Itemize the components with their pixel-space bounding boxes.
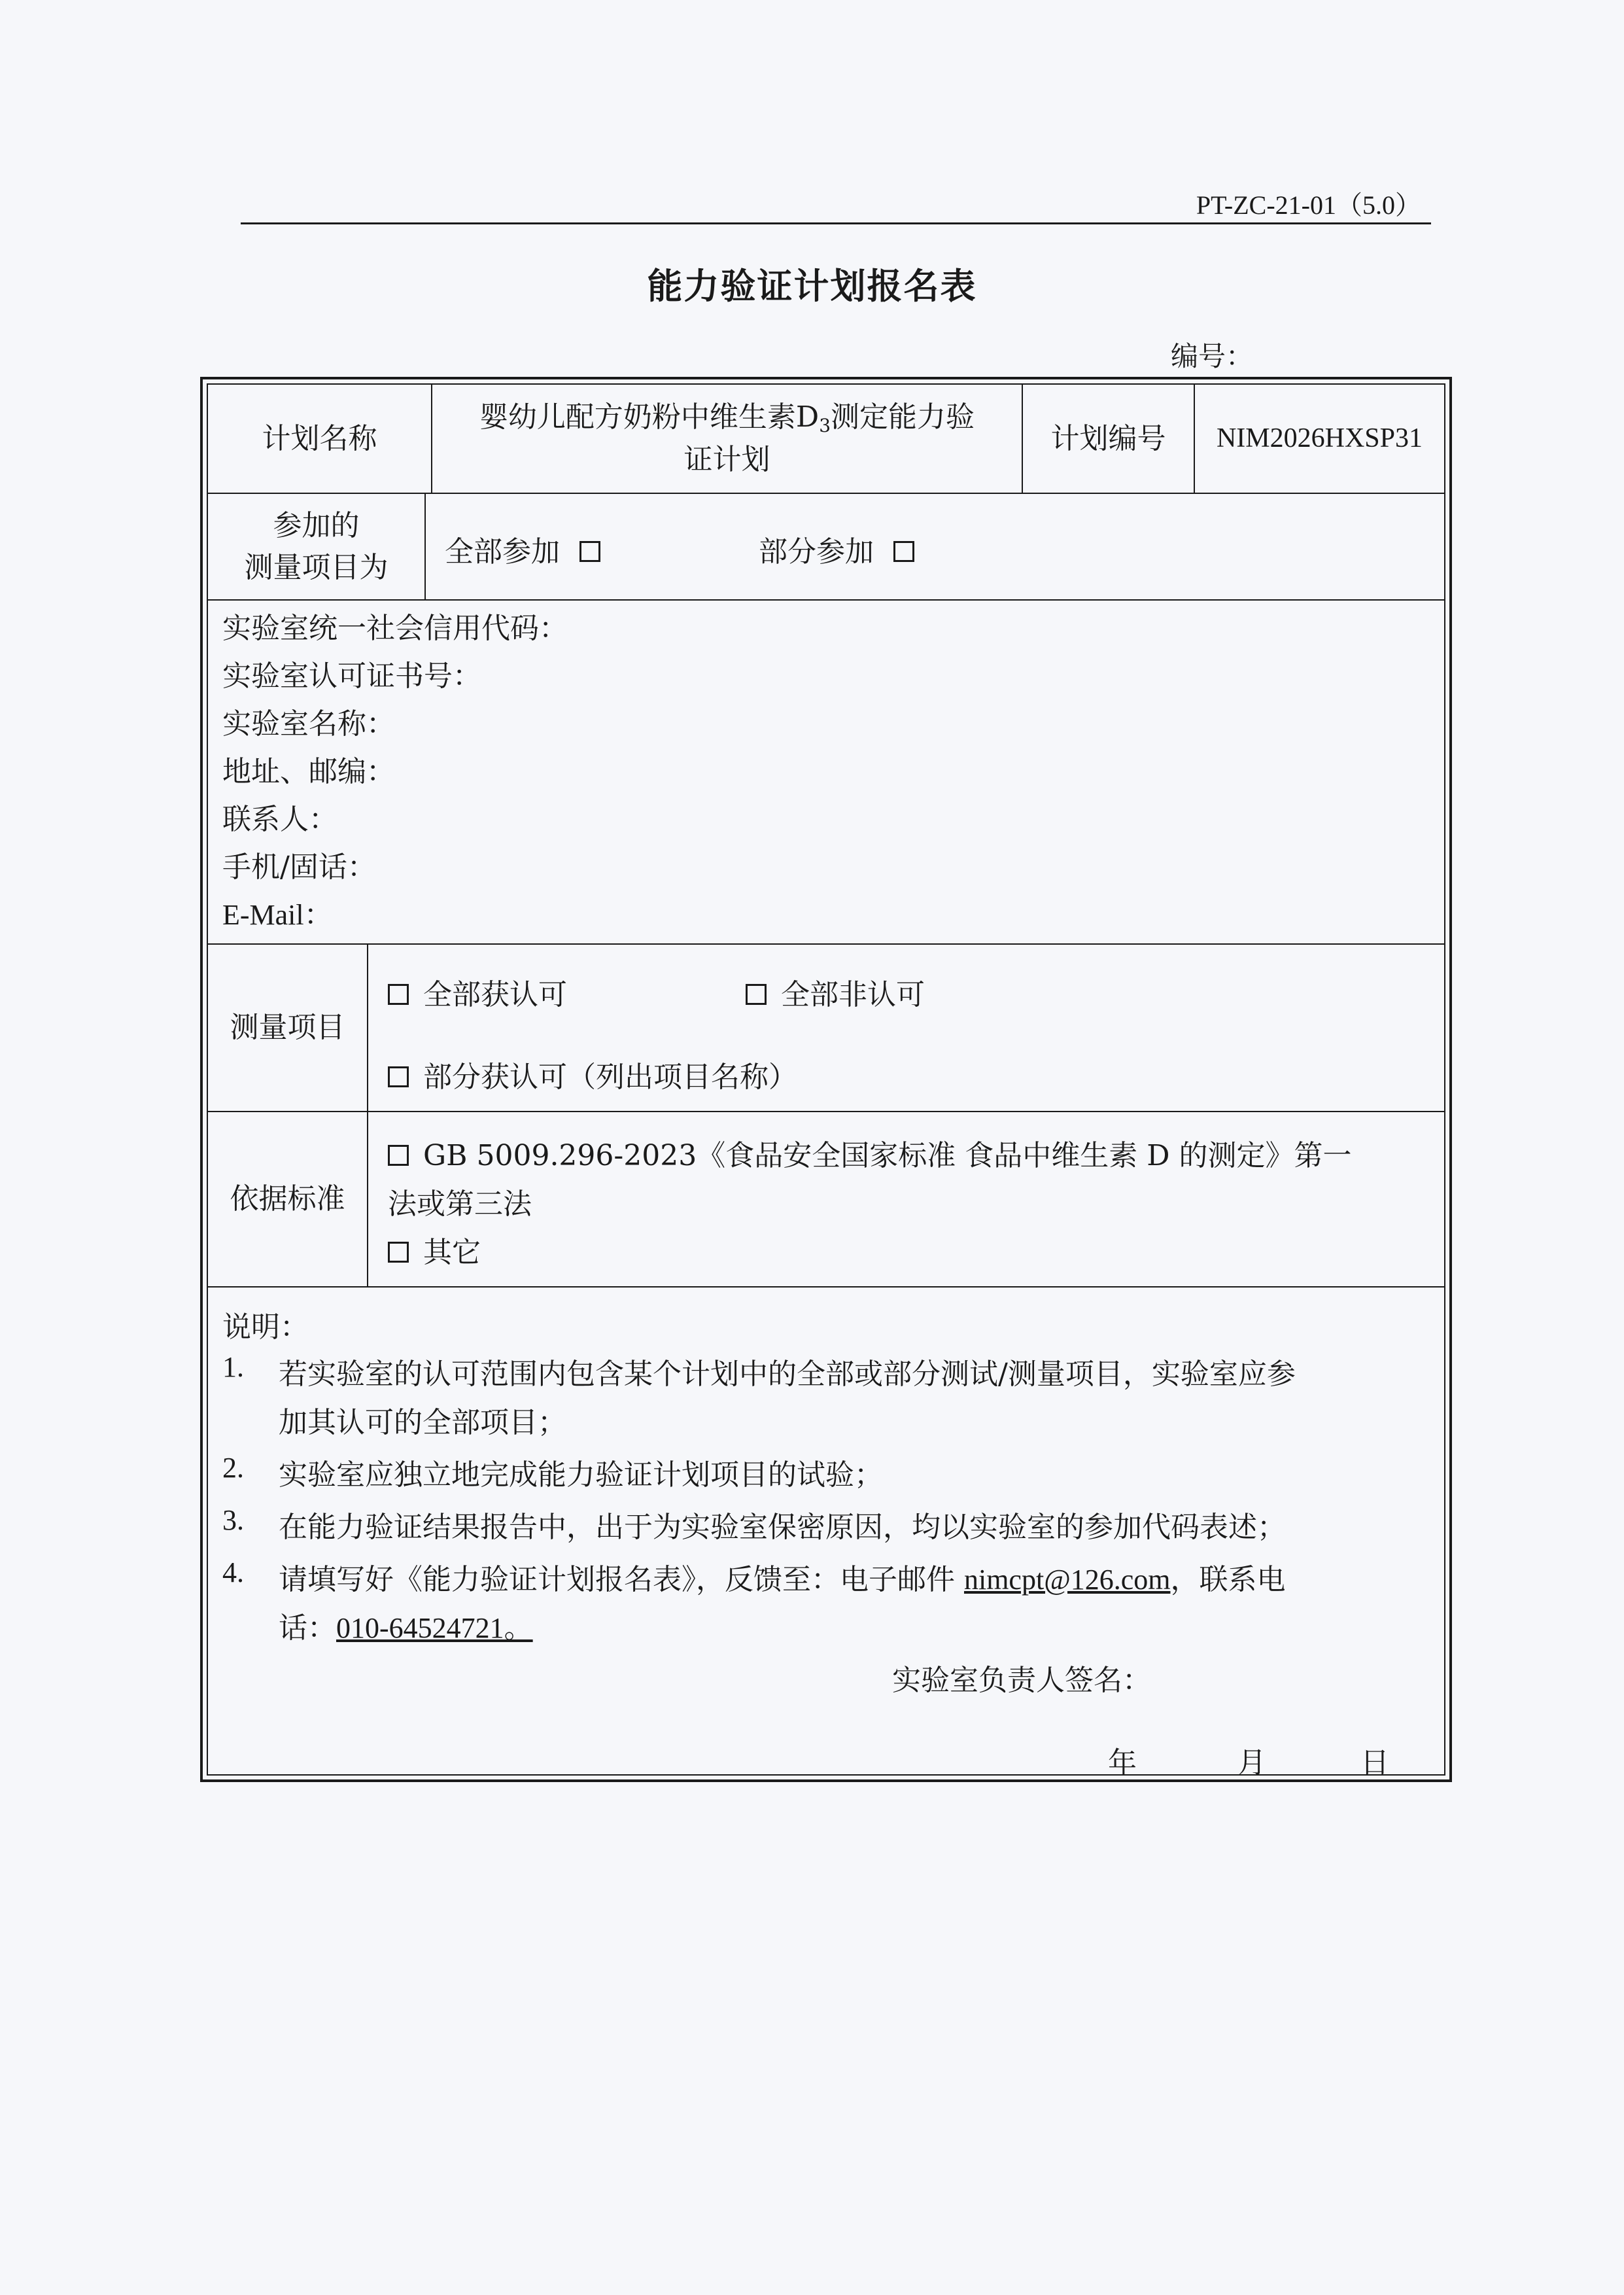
gb-standard-checkbox[interactable] bbox=[388, 1145, 409, 1166]
option-all-non-accredited[interactable] bbox=[746, 971, 925, 1013]
contact-email-link[interactable]: nimcpt@126.com bbox=[963, 1564, 1171, 1596]
note-4-number: 4. bbox=[222, 1556, 244, 1588]
note-1-number: 1. bbox=[222, 1351, 244, 1383]
option-all-participate-label: 全部参加 bbox=[445, 535, 560, 569]
note-2-number: 2. bbox=[222, 1452, 244, 1484]
participation-label bbox=[208, 494, 426, 599]
plan-name-part1: 婴幼儿配方奶粉中维生素D bbox=[479, 400, 820, 434]
form-title: 能力验证计划报名表 bbox=[647, 266, 977, 307]
note-3-number: 3. bbox=[222, 1504, 244, 1536]
date-month-label[interactable]: 月 bbox=[1237, 1746, 1266, 1779]
note-1-line1: 若实验室的认可范围内包含某个计划中的全部或部分测试/测量项目，实验室应参 bbox=[279, 1358, 1296, 1391]
option-all-participate[interactable] bbox=[445, 528, 600, 570]
note-4-text: 请填写好《能力验证计划报名表》，反馈至：电子邮件 bbox=[279, 1563, 964, 1596]
signature-label[interactable]: 实验室负责人签名： bbox=[892, 1664, 1151, 1697]
credit-code-field[interactable]: 实验室统一社会信用代码： bbox=[222, 612, 568, 645]
form-inner-frame bbox=[207, 383, 1445, 1779]
contact-phone: 010-64524721。 bbox=[336, 1612, 533, 1644]
note-4-text-tail: ，联系电 bbox=[1170, 1563, 1286, 1596]
plan-name-label: 计划名称 bbox=[208, 385, 432, 493]
lab-name-field[interactable]: 实验室名称： bbox=[222, 707, 395, 741]
standard-row bbox=[208, 1112, 1444, 1288]
participation-row bbox=[208, 494, 1444, 601]
notes-row bbox=[208, 1288, 1444, 1779]
measurement-label: 测量项目 bbox=[208, 945, 368, 1111]
other-standard-checkbox[interactable] bbox=[388, 1242, 409, 1263]
all-accredited-checkbox[interactable] bbox=[388, 984, 409, 1005]
date-day-label[interactable]: 日 bbox=[1360, 1746, 1389, 1779]
plan-no-value: NIM2026HXSP31 bbox=[1216, 423, 1423, 454]
gb-standard-label-line2: 法或第三法 bbox=[388, 1187, 532, 1221]
registration-form bbox=[200, 377, 1452, 1782]
plan-name-value bbox=[432, 385, 1023, 493]
note-4-line2 bbox=[279, 1604, 533, 1646]
standard-label: 依据标准 bbox=[208, 1112, 368, 1286]
note-4-line1 bbox=[279, 1556, 1285, 1598]
lab-info-row bbox=[208, 601, 1444, 945]
note-3-text: 在能力验证结果报告中，出于为实验室保密原因，均以实验室的参加代码表述； bbox=[279, 1511, 1286, 1544]
serial-number-label: 编号： bbox=[1171, 340, 1254, 372]
option-other-standard[interactable] bbox=[388, 1229, 481, 1270]
all-accredited-label: 全部获认可 bbox=[423, 978, 567, 1011]
option-partial-participate-label: 部分参加 bbox=[759, 535, 874, 569]
partial-accredited-checkbox[interactable] bbox=[388, 1066, 409, 1087]
address-postcode-field[interactable]: 地址、邮编： bbox=[222, 755, 395, 788]
other-standard-label: 其它 bbox=[423, 1236, 481, 1269]
option-partial-participate[interactable] bbox=[759, 528, 914, 570]
plan-name-subscript: 3 bbox=[819, 414, 831, 436]
participation-label-line2: 测量项目为 bbox=[244, 550, 389, 584]
note-1-line2: 加其认可的全部项目； bbox=[279, 1406, 566, 1439]
notes-heading: 说明： bbox=[222, 1310, 309, 1344]
option-gb-standard[interactable] bbox=[388, 1132, 1352, 1174]
partial-accredited-label: 部分获认可（列出项目名称） bbox=[423, 1060, 797, 1094]
all-non-accredited-label: 全部非认可 bbox=[781, 978, 925, 1011]
document-code: PT-ZC-21-01（5.0） bbox=[1196, 190, 1421, 220]
plan-name-part2: 测定能力验 bbox=[831, 400, 975, 434]
accreditation-cert-field[interactable]: 实验室认可证书号： bbox=[222, 659, 481, 693]
partial-participate-checkbox[interactable] bbox=[893, 541, 914, 562]
option-all-accredited[interactable] bbox=[388, 971, 567, 1013]
participation-label-line1: 参加的 bbox=[273, 508, 360, 542]
all-participate-checkbox[interactable] bbox=[579, 541, 600, 562]
contact-person-field[interactable]: 联系人： bbox=[222, 803, 337, 836]
note-4-phone-label: 话： bbox=[279, 1611, 336, 1645]
plan-no-label: 计划编号 bbox=[1023, 385, 1195, 493]
plan-row bbox=[208, 385, 1444, 494]
date-year-label[interactable]: 年 bbox=[1108, 1746, 1137, 1779]
email-field[interactable]: E-Mail： bbox=[222, 899, 333, 931]
gb-standard-label: GB 5009.296-2023《食品安全国家标准 食品中维生素 D 的测定》第一 bbox=[423, 1139, 1352, 1172]
all-non-accredited-checkbox[interactable] bbox=[746, 984, 767, 1005]
phone-field[interactable]: 手机/固话： bbox=[222, 850, 376, 884]
option-partial-accredited[interactable] bbox=[388, 1053, 797, 1095]
plan-name-line2: 证计划 bbox=[683, 443, 770, 477]
header-rule bbox=[241, 222, 1431, 224]
measurement-row bbox=[208, 945, 1444, 1112]
note-2-text: 实验室应独立地完成能力验证计划项目的试验； bbox=[279, 1458, 883, 1492]
